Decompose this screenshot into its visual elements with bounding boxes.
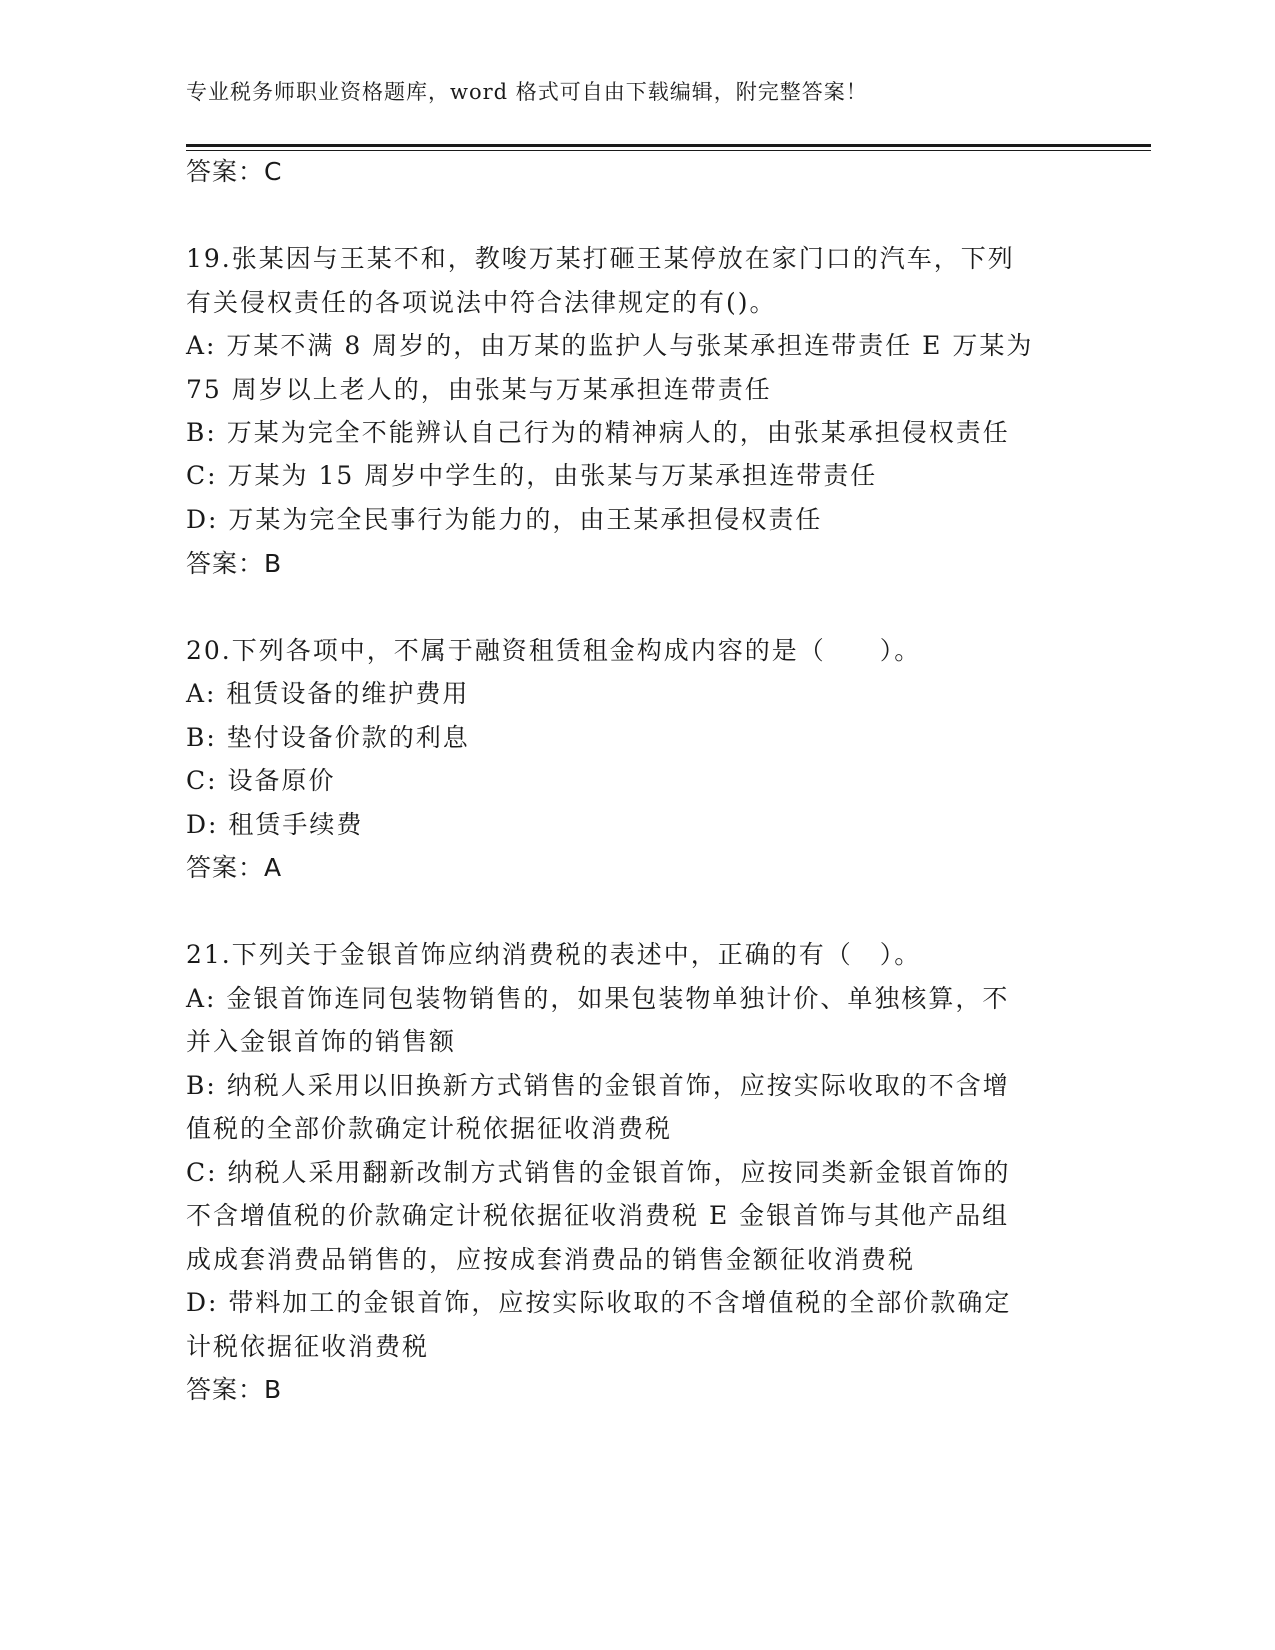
q21-option-d-line1: D: 带料加工的金银首饰，应按实际收取的不含增值税的全部价款确定: [186, 1288, 1012, 1317]
q19-answer: 答案：B: [186, 549, 283, 578]
q21-answer: 答案：B: [186, 1375, 283, 1404]
header-rule-thick: [186, 144, 1151, 147]
header-rule-thin: [186, 150, 1151, 151]
q20-option-b: B: 垫付设备价款的利息: [186, 723, 470, 752]
q21-stem: 21.下列关于金银首饰应纳消费税的表述中，正确的有（ ）。: [186, 940, 922, 969]
q19-option-a-line2: 75 周岁以上老人的，由张某与万某承担连带责任: [186, 375, 772, 404]
q19-option-d: D: 万某为完全民事行为能力的，由王某承担侵权责任: [186, 505, 823, 534]
q21-option-c-line3: 成成套消费品销售的，应按成套消费品的销售金额征收消费税: [186, 1245, 916, 1274]
q19-option-b: B: 万某为完全不能辨认自己行为的精神病人的，由张某承担侵权责任: [186, 418, 1010, 447]
q19-stem-line1: 19.张某因与王某不和，教唆万某打砸王某停放在家门口的汽车，下列: [186, 244, 1015, 273]
q20-option-c: C: 设备原价: [186, 766, 336, 795]
page-header: 专业税务师职业资格题库，word 格式可自由下载编辑，附完整答案！: [186, 80, 868, 104]
q21-option-c-line2: 不含增值税的价款确定计税依据征收消费税 E 金银首饰与其他产品组: [186, 1201, 1010, 1230]
q21-option-b-line2: 值税的全部价款确定计税依据征收消费税: [186, 1114, 673, 1143]
q21-option-a-line2: 并入金银首饰的销售额: [186, 1027, 457, 1056]
q19-stem-line2: 有关侵权责任的各项说法中符合法律规定的有()。: [186, 288, 777, 317]
q20-option-d: D: 租赁手续费: [186, 810, 364, 839]
q21-option-b-line1: B: 纳税人采用以旧换新方式销售的金银首饰，应按实际收取的不含增: [186, 1071, 1010, 1100]
q19-option-c: C: 万某为 15 周岁中学生的，由张某与万某承担连带责任: [186, 461, 878, 490]
q20-answer: 答案：A: [186, 853, 283, 882]
previous-answer: 答案：C: [186, 157, 283, 186]
q21-option-c-line1: C: 纳税人采用翻新改制方式销售的金银首饰，应按同类新金银首饰的: [186, 1158, 1011, 1187]
q21-option-d-line2: 计税依据征收消费税: [186, 1332, 430, 1361]
q20-option-a: A: 租赁设备的维护费用: [186, 679, 470, 708]
q19-option-a-line1: A: 万某不满 8 周岁的，由万某的监护人与张某承担连带责任 E 万某为: [186, 331, 1034, 360]
q21-option-a-line1: A: 金银首饰连同包装物销售的，如果包装物单独计价、单独核算，不: [186, 984, 1010, 1013]
q20-stem: 20.下列各项中，不属于融资租赁租金构成内容的是（ ）。: [186, 636, 922, 665]
